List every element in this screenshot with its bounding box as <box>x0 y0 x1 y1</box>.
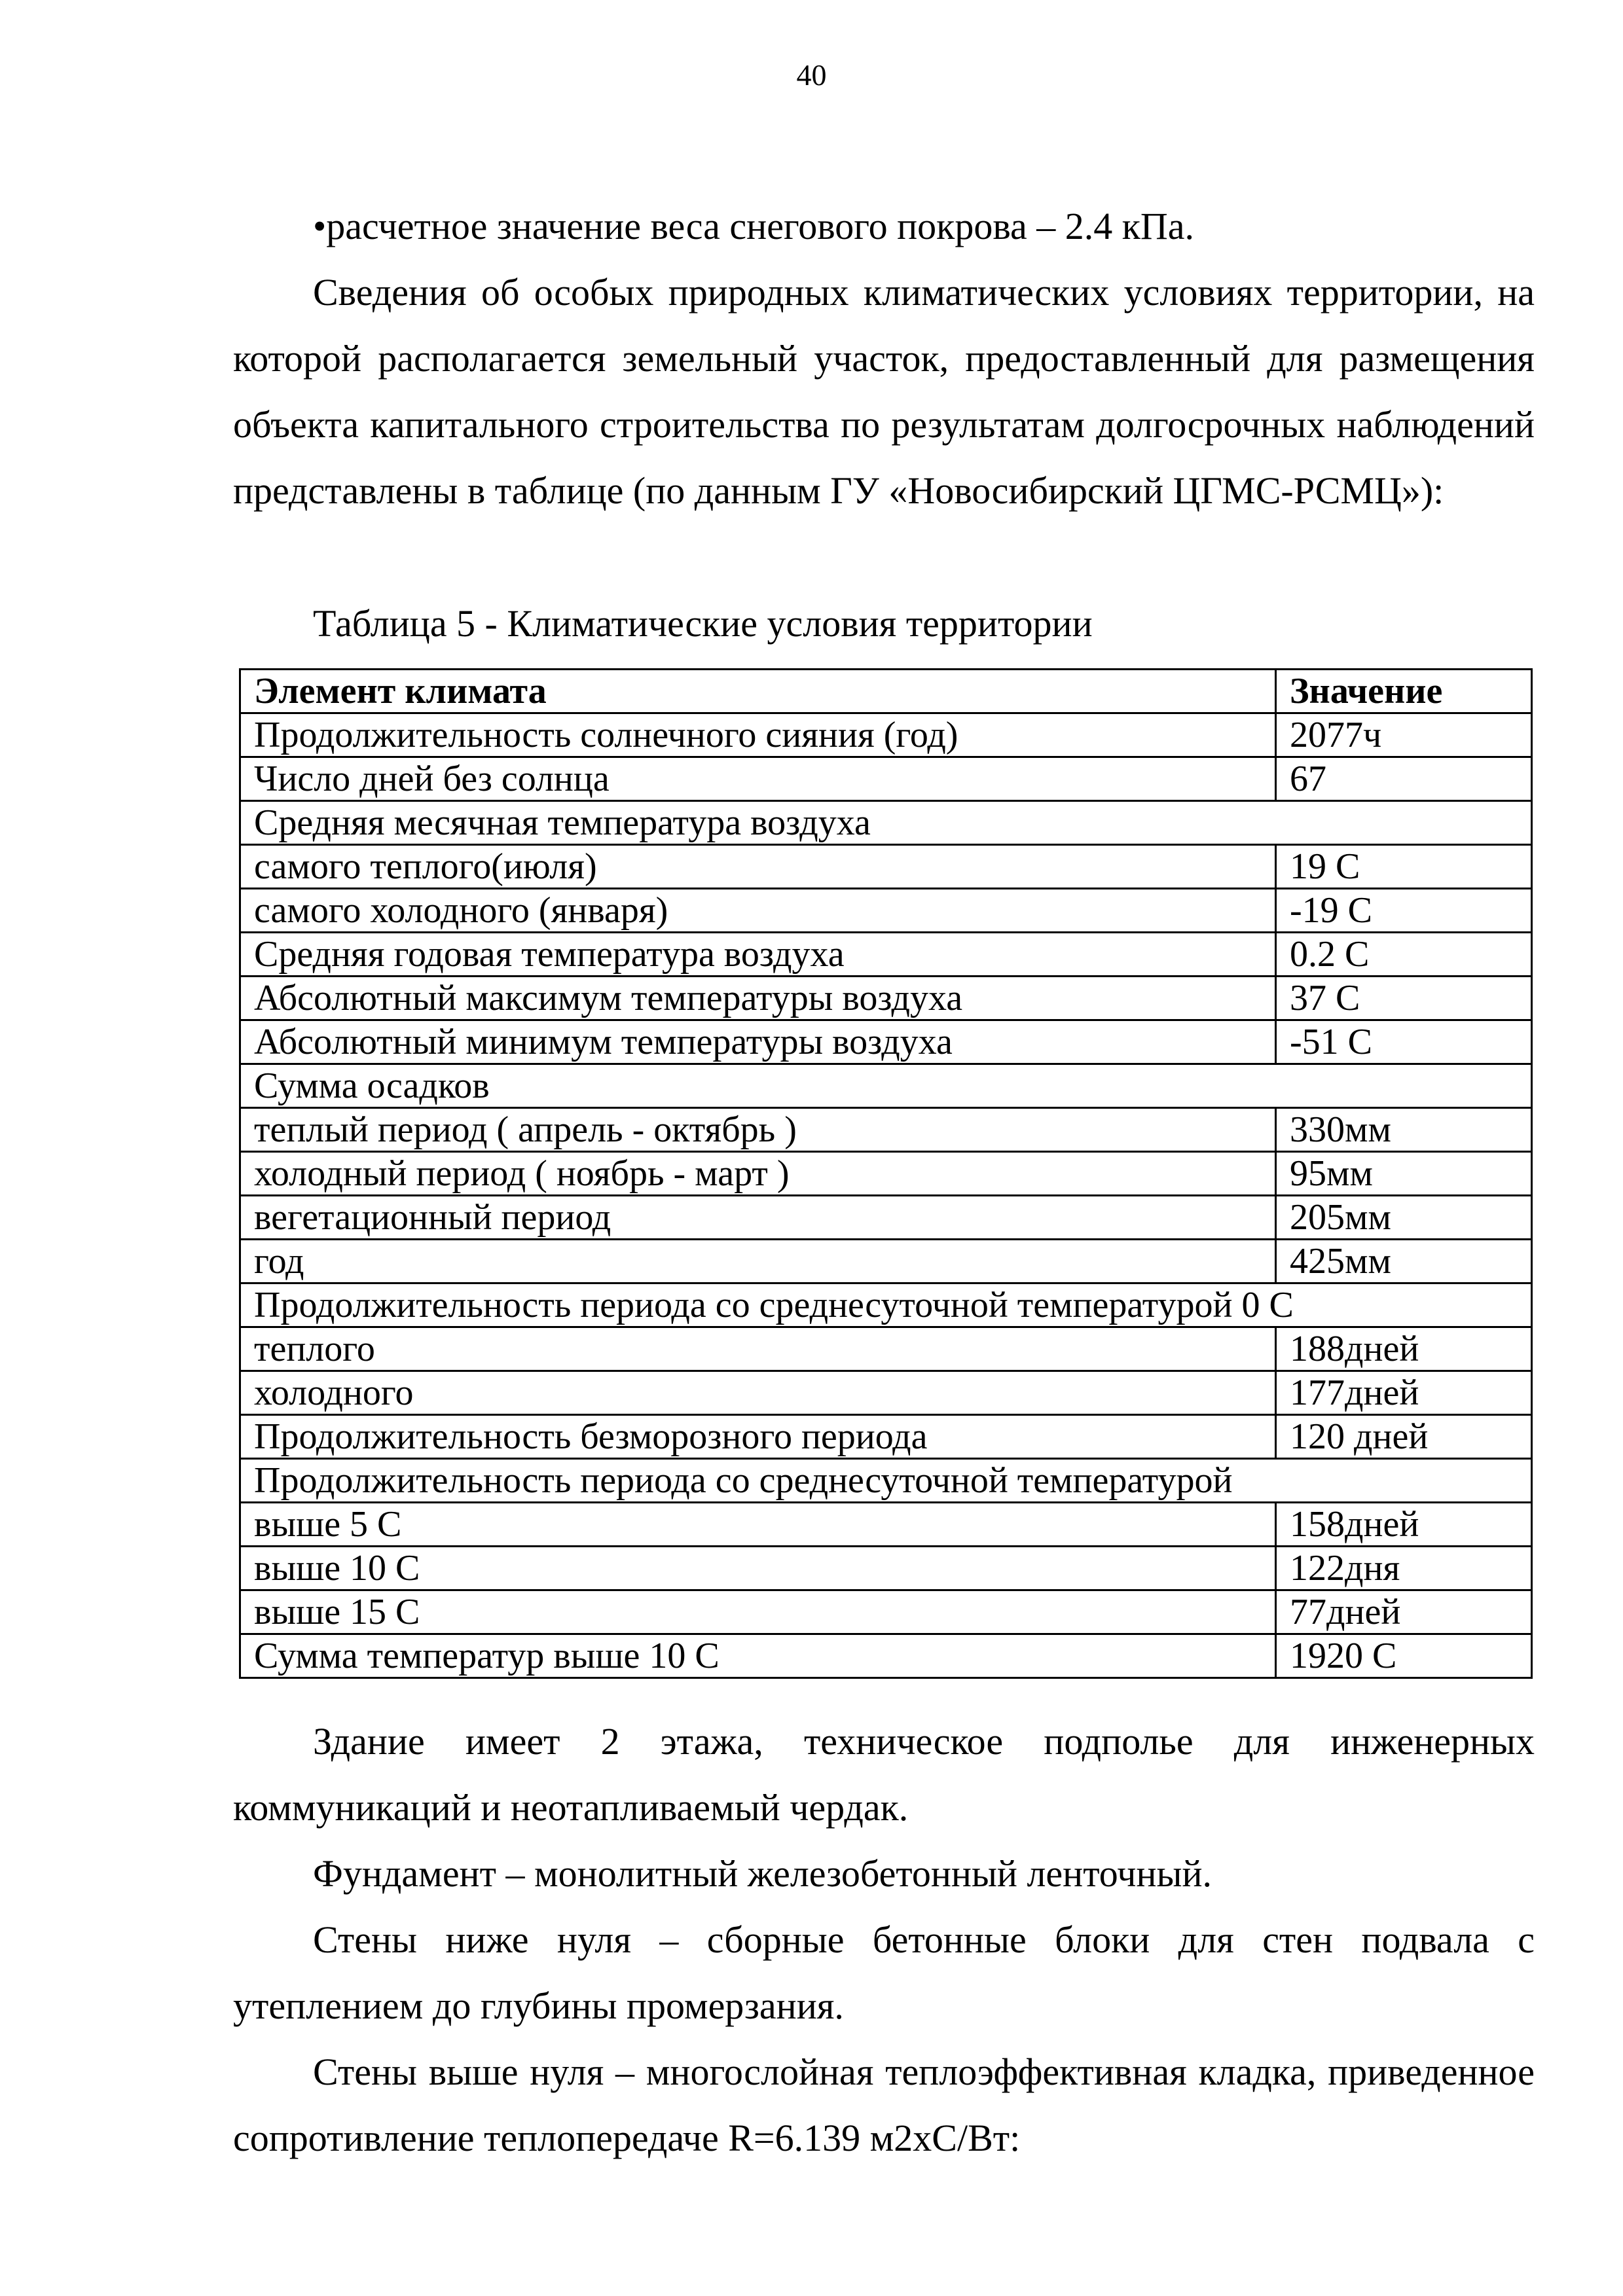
climate-element: выше 15 С <box>240 1590 1276 1634</box>
climate-element: Сумма осадков <box>240 1064 1532 1108</box>
climate-element: вегетационный период <box>240 1196 1276 1240</box>
table-row <box>240 889 1532 933</box>
climate-element: Продолжительность солнечного сияния (год) <box>240 713 1276 757</box>
climate-element: Сумма температур выше 10 С <box>240 1634 1276 1678</box>
climate-element: Средняя месячная температура воздуха <box>240 801 1532 845</box>
climate-value: 19 С <box>1276 845 1532 889</box>
climate-value: 1920 С <box>1276 1634 1532 1678</box>
climate-value: 0.2 С <box>1276 933 1532 977</box>
page-number: 40 <box>796 58 827 92</box>
climate-table <box>239 668 1533 1679</box>
climate-element: выше 10 С <box>240 1547 1276 1590</box>
climate-element: холодного <box>240 1371 1276 1415</box>
table-section-row <box>240 1283 1532 1327</box>
climate-value: 205мм <box>1276 1196 1532 1240</box>
climate-value: 37 С <box>1276 977 1532 1020</box>
header-element: Элемент климата <box>240 670 1276 713</box>
table-section-row <box>240 801 1532 845</box>
table-row <box>240 1240 1532 1283</box>
outro-text <box>233 1708 1535 2171</box>
table-row <box>240 1108 1532 1152</box>
table-row <box>240 1196 1532 1240</box>
table-row <box>240 1547 1532 1590</box>
table-caption: Таблица 5 - Климатические условия территории <box>313 602 1093 645</box>
paragraph: Стены ниже нуля – сборные бетонные блоки для стен подвала с утеплением до глубины промерзания. <box>233 1918 1535 2027</box>
climate-element: самого теплого(июля) <box>240 845 1276 889</box>
climate-element: Продолжительность безморозного периода <box>240 1415 1276 1459</box>
table-row <box>240 1371 1532 1415</box>
table-section-row <box>240 1459 1532 1503</box>
table-row <box>240 1590 1532 1634</box>
climate-element: теплого <box>240 1327 1276 1371</box>
climate-value: 158дней <box>1276 1503 1532 1547</box>
paragraph: •расчетное значение веса снегового покрова – 2.4 кПа. <box>313 205 1195 247</box>
climate-value: 2077ч <box>1276 713 1532 757</box>
paragraph: Сведения об особых природных климатических условиях территории, на которой располагается земельный участок, предоставленный для размещения объекта капитального строительства по результатам долгосрочных наблюдений представлены в таблице (по данным ГУ «Новосибирский ЦГМС-РСМЦ»): <box>233 271 1535 512</box>
climate-element: Средняя годовая температура воздуха <box>240 933 1276 977</box>
header-value: Значение <box>1276 670 1532 713</box>
climate-element: выше 5 С <box>240 1503 1276 1547</box>
climate-value: -51 С <box>1276 1020 1532 1064</box>
paragraph: Фундамент – монолитный железобетонный ленточный. <box>313 1852 1212 1895</box>
climate-value: 120 дней <box>1276 1415 1532 1459</box>
paragraph: Здание имеет 2 этажа, техническое подполье для инженерных коммуникаций и неотапливаемый чердак. <box>233 1720 1535 1829</box>
table-row <box>240 757 1532 801</box>
climate-value: 425мм <box>1276 1240 1532 1283</box>
climate-element: год <box>240 1240 1276 1283</box>
table-row <box>240 977 1532 1020</box>
climate-value: 177дней <box>1276 1371 1532 1415</box>
table-section-row <box>240 1064 1532 1108</box>
table-row <box>240 1415 1532 1459</box>
paragraph: Стены выше нуля – многослойная теплоэффективная кладка, приведенное сопротивление теплопередаче R=6.139 м2хС/Вт: <box>233 2051 1535 2159</box>
climate-element: холодный период ( ноябрь - март ) <box>240 1152 1276 1196</box>
table-row <box>240 1634 1532 1678</box>
climate-element: теплый период ( апрель - октябрь ) <box>240 1108 1276 1152</box>
climate-value: 95мм <box>1276 1152 1532 1196</box>
table-row <box>240 933 1532 977</box>
intro-text <box>233 193 1535 524</box>
climate-element: самого холодного (января) <box>240 889 1276 933</box>
table-row <box>240 1327 1532 1371</box>
table-header-row <box>240 670 1532 713</box>
climate-element: Абсолютный минимум температуры воздуха <box>240 1020 1276 1064</box>
climate-element: Абсолютный максимум температуры воздуха <box>240 977 1276 1020</box>
table-row <box>240 1152 1532 1196</box>
climate-value: 77дней <box>1276 1590 1532 1634</box>
table-row <box>240 1503 1532 1547</box>
climate-value: -19 С <box>1276 889 1532 933</box>
climate-value: 330мм <box>1276 1108 1532 1152</box>
climate-value: 67 <box>1276 757 1532 801</box>
table-row <box>240 713 1532 757</box>
climate-value: 122дня <box>1276 1547 1532 1590</box>
climate-value: 188дней <box>1276 1327 1532 1371</box>
table-row <box>240 845 1532 889</box>
climate-element: Число дней без солнца <box>240 757 1276 801</box>
climate-element: Продолжительность периода со среднесуточной температурой <box>240 1459 1532 1503</box>
table-row <box>240 1020 1532 1064</box>
climate-element: Продолжительность периода со среднесуточной температурой 0 С <box>240 1283 1532 1327</box>
